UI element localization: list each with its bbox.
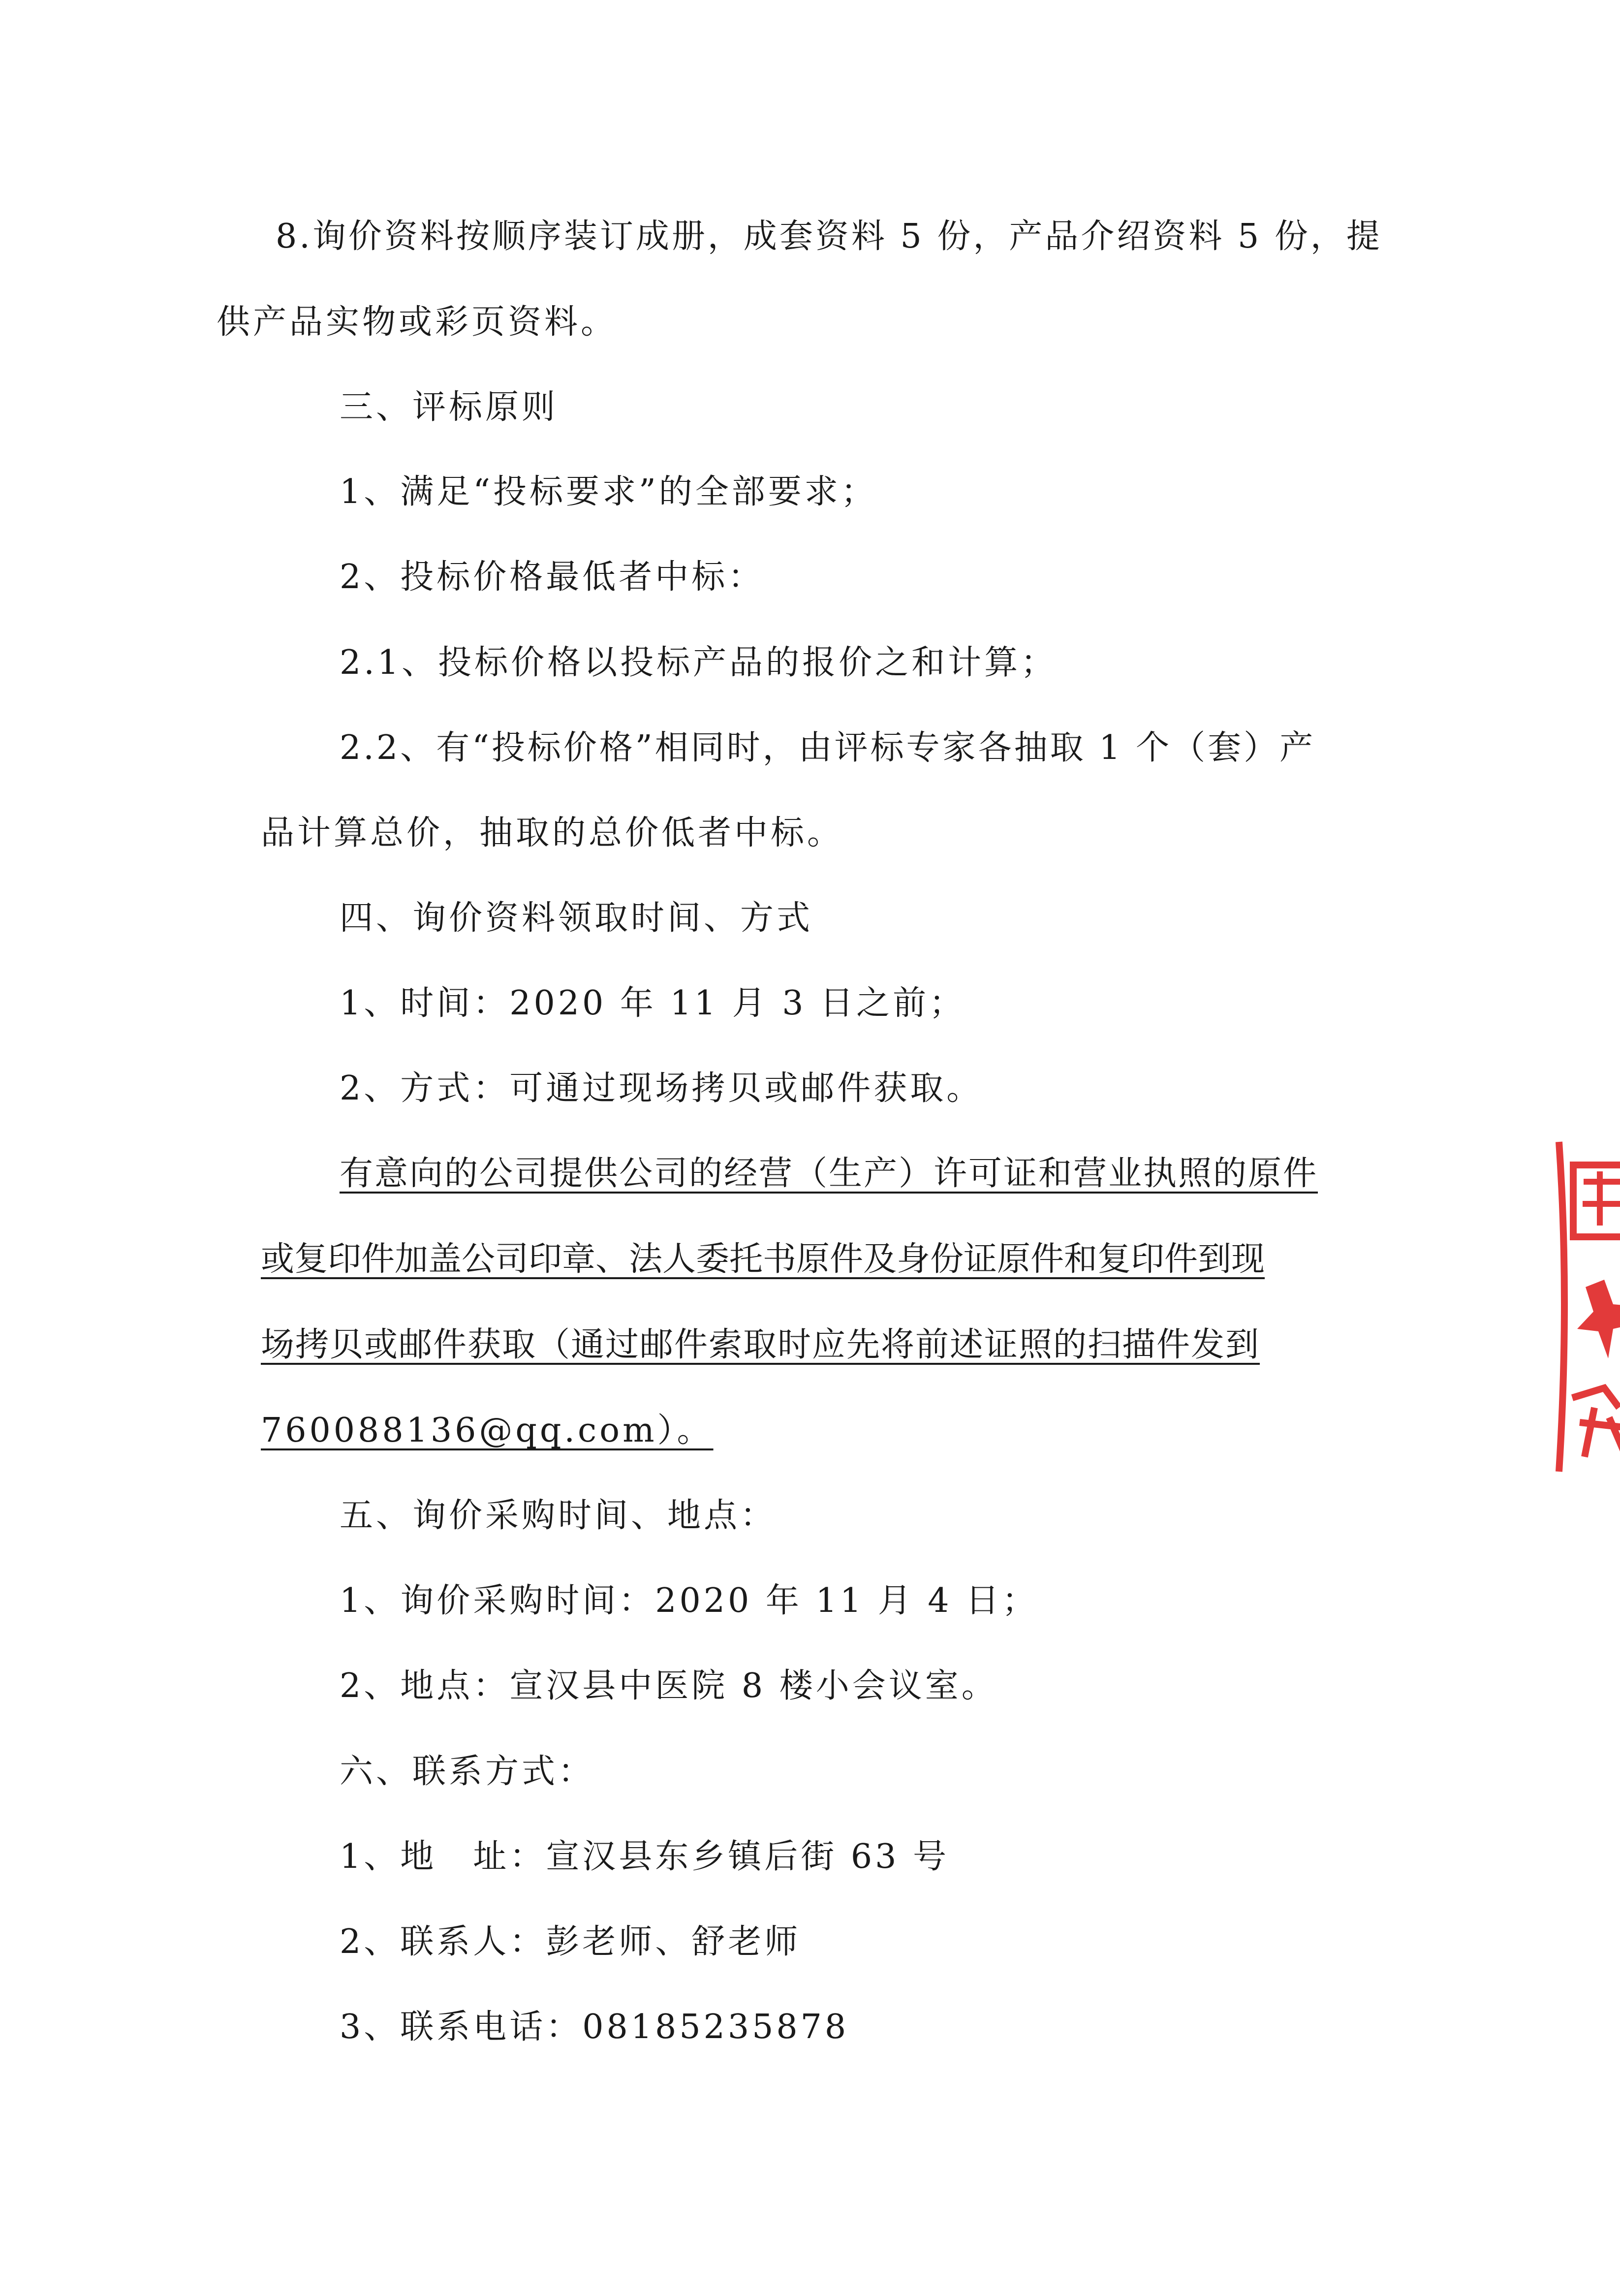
section-3-item-2-1: 2.1、投标价格以投标产品的报价之和计算； (340, 643, 1058, 682)
notice-line-1: 有意向的公司提供公司的经营（生产）许可证和营业执照的原件 (340, 1154, 1318, 1193)
section-heading-4: 四、询价资料领取时间、方式 (340, 899, 813, 938)
section-heading-3: 三、评标原则 (340, 388, 559, 427)
section-3-item-2-2-line-2: 品计算总价，抽取的总价低者中标。 (261, 814, 844, 852)
section-3-item-2: 2、投标价格最低者中标： (340, 558, 765, 597)
red-seal-stamp (1550, 1132, 1620, 1477)
section-6-item-1: 1、地 址：宣汉县东乡镇后街 63 号 (340, 1837, 950, 1876)
section-5-item-1: 1、询价采购时间：2020 年 11 月 4 日； (340, 1581, 1039, 1620)
section-heading-5: 五、询价采购时间、地点： (340, 1496, 777, 1535)
section-heading-6: 六、联系方式： (340, 1752, 595, 1791)
item-8-line-1: 8.询价资料按顺序装订成册，成套资料 5 份，产品介绍资料 5 份，提 (276, 217, 1382, 256)
notice-line-2: 或复印件加盖公司印章、法人委托书原件及身份证原件和复印件到现 (261, 1240, 1265, 1279)
section-6-item-3: 3、联系电话：08185235878 (340, 2008, 849, 2046)
section-6-item-2: 2、联系人：彭老师、舒老师 (340, 1922, 801, 1961)
item-8-line-2: 供产品实物或彩页资料。 (217, 303, 618, 342)
section-3-item-1: 1、满足“投标要求”的全部要求； (340, 472, 877, 511)
section-3-item-2-2-line-1: 2.2、有“投标价格”相同时，由评标专家各抽取 1 个（套）产 (340, 728, 1316, 767)
section-4-item-1: 1、时间：2020 年 11 月 3 日之前； (340, 984, 966, 1023)
notice-line-3: 场拷贝或邮件获取（通过邮件索取时应先将前述证照的扫描件发到 (261, 1325, 1260, 1364)
section-4-item-2: 2、方式：可通过现场拷贝或邮件获取。 (340, 1069, 983, 1108)
notice-email-line: 760088136@qq.com）。 (261, 1411, 714, 1450)
section-5-item-2: 2、地点：宣汉县中医院 8 楼小会议室。 (340, 1667, 998, 1705)
